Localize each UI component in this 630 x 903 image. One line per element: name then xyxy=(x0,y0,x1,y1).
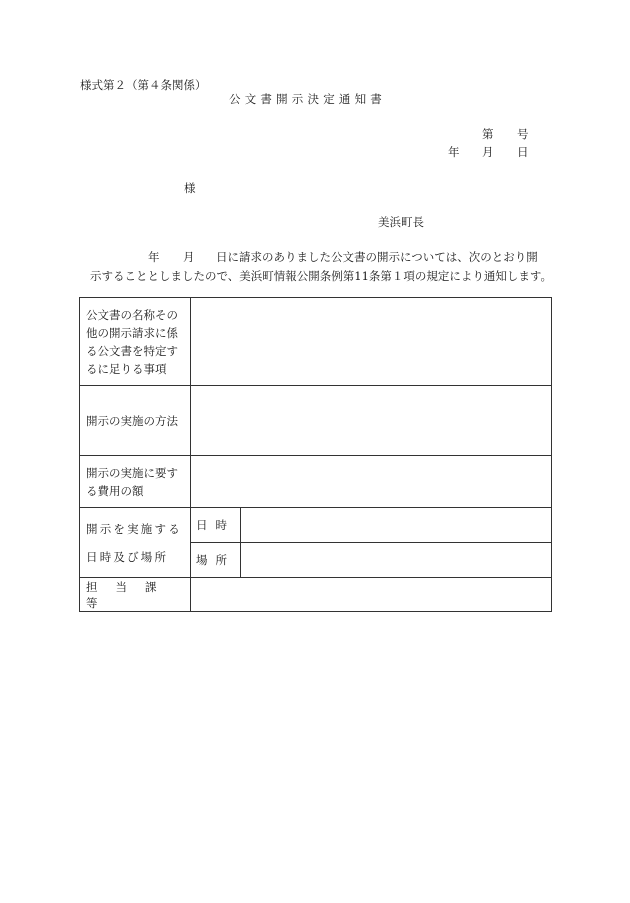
document-number-prefix: 第 xyxy=(482,127,494,141)
schedule-label: 開示を実施する日時及び場所 xyxy=(80,508,191,578)
document-number-suffix: 号 xyxy=(517,127,529,141)
addressee-suffix: 様 xyxy=(184,181,196,195)
datetime-label: 日時 xyxy=(191,508,241,543)
disclosure-method-field[interactable] xyxy=(191,386,552,456)
table-row xyxy=(80,386,552,456)
date-day-label: 日 xyxy=(517,145,529,159)
disclosure-cost-field[interactable] xyxy=(191,456,552,508)
table-row xyxy=(80,508,552,543)
place-label: 場所 xyxy=(191,543,241,578)
notice-form-table xyxy=(79,297,552,612)
disclosure-method-label: 開示の実施の方法 xyxy=(80,386,191,456)
table-row xyxy=(80,298,552,386)
body-text-line-1: 日に請求のありました公文書の開示については、次のとおり開 xyxy=(216,250,538,264)
document-name-label: 公文書の名称その他の開示請求に係る公文書を特定するに足りる事項 xyxy=(80,298,191,386)
issuer-name: 美浜町長 xyxy=(378,215,424,229)
date-year-label: 年 xyxy=(448,145,460,159)
form-number: 様式第２（第４条関係） xyxy=(80,78,207,92)
body-year-label: 年 xyxy=(148,250,160,264)
date-month-label: 月 xyxy=(482,145,494,159)
disclosure-cost-label: 開示の実施に要する費用の額 xyxy=(80,456,191,508)
department-label: 担当課等 xyxy=(80,578,191,612)
document-title: 公文書開示決定通知書 xyxy=(229,92,386,106)
table-row xyxy=(80,578,552,612)
datetime-field[interactable] xyxy=(241,508,552,543)
place-field[interactable] xyxy=(241,543,552,578)
document-name-field[interactable] xyxy=(191,298,552,386)
body-month-label: 月 xyxy=(183,250,195,264)
body-text-line-2: 示することとしましたので、美浜町情報公開条例第11条第１項の規定により通知します。 xyxy=(90,269,552,283)
department-field[interactable] xyxy=(191,578,552,612)
table-row xyxy=(80,456,552,508)
